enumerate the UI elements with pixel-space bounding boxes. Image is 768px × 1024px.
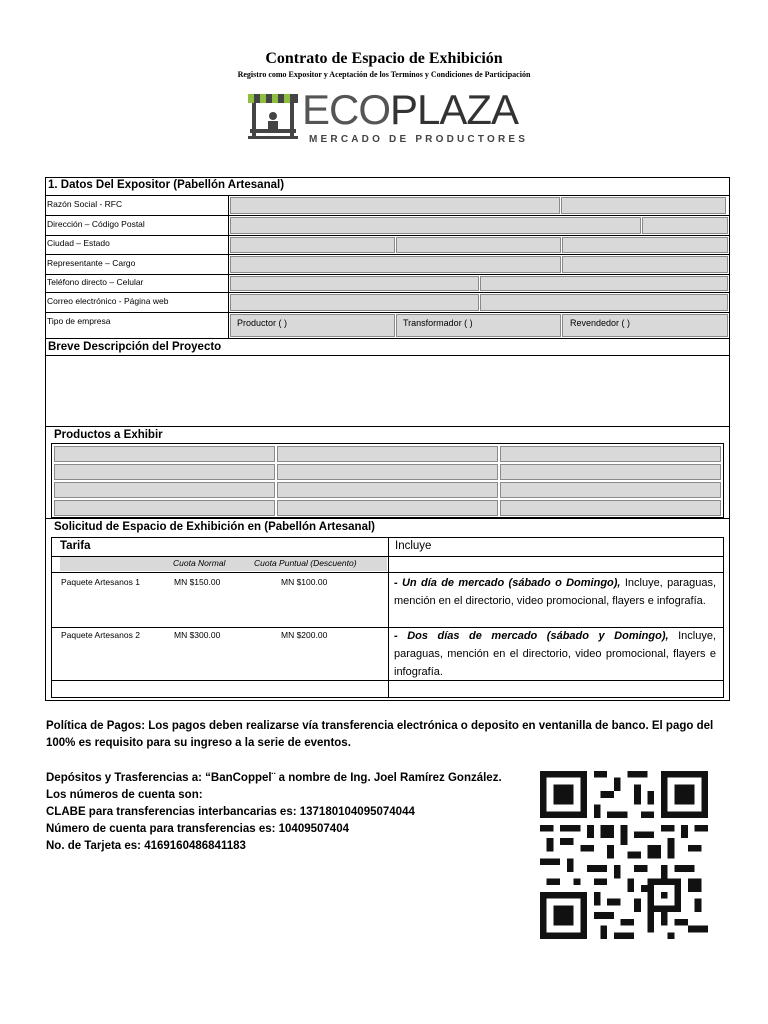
payment-line-2: Los números de cuenta son: — [46, 789, 203, 801]
package-1-name: Paquete Artesanos 1 — [61, 577, 140, 587]
product-cell[interactable] — [500, 482, 721, 498]
page-subtitle: Registro como Expositor y Aceptación de los Terminos y Condiciones de Participación — [237, 70, 531, 79]
package-2-incluye-em: - Dos días de mercado (sábado y Domingo), — [394, 630, 669, 642]
product-cell[interactable] — [54, 500, 275, 516]
product-cell[interactable] — [277, 482, 498, 498]
product-cell[interactable] — [54, 464, 275, 480]
product-cell[interactable] — [277, 446, 498, 462]
label-ciudad: Ciudad – Estado — [47, 238, 110, 248]
section4-heading: Solicitud de Espacio de Exhibición en (Pabellón Artesanal) — [54, 521, 376, 533]
option-revendedor-label: Revendedor ( ) — [570, 318, 631, 328]
label-razon-social: Razón Social - RFC — [47, 199, 123, 209]
package-1-puntual: MN $100.00 — [281, 577, 328, 587]
package-1-incluye-rest: Incluye, paraguas, mención en el directorio, video promocional, flayers e infografía. — [394, 577, 716, 607]
package-1-incluye-em: - Un día de mercado (sábado o Domingo), — [394, 577, 621, 589]
product-cell[interactable] — [500, 464, 721, 480]
label-correo: Correo electrónico - Página web — [47, 296, 169, 306]
package-1-incluye — [394, 574, 716, 610]
label-direccion: Dirección – Código Postal — [47, 219, 145, 229]
market-stall-icon — [246, 92, 300, 142]
package-2-incluye — [394, 627, 716, 681]
product-cell[interactable] — [500, 500, 721, 516]
page-title: Contrato de Espacio de Exhibición — [265, 50, 503, 67]
input-celular[interactable] — [480, 276, 728, 291]
input-codigo-postal[interactable] — [642, 217, 728, 234]
section3-heading: Productos a Exhibir — [54, 429, 163, 441]
package-1-normal: MN $150.00 — [174, 577, 221, 587]
input-estado-extra[interactable] — [562, 237, 728, 253]
input-telefono[interactable] — [230, 276, 479, 291]
input-ciudad[interactable] — [230, 237, 395, 253]
payment-line-5: No. de Tarjeta es: 4169160486841183 — [46, 840, 246, 852]
logo-plaza: PLAZA — [390, 86, 519, 133]
input-rfc[interactable] — [561, 197, 726, 214]
input-correo[interactable] — [230, 294, 479, 311]
option-transformador-label: Transformador ( ) — [403, 318, 473, 328]
label-tipo-empresa: Tipo de empresa — [47, 316, 111, 326]
product-cell[interactable] — [54, 482, 275, 498]
product-cell[interactable] — [500, 446, 721, 462]
logo-wordmark — [302, 86, 518, 134]
option-productor-label: Productor ( ) — [237, 318, 288, 328]
label-telefono: Teléfono directo – Celular — [47, 277, 144, 287]
input-direccion[interactable] — [230, 217, 641, 234]
sub-cuota-puntual: Cuota Puntual (Descuento) — [254, 558, 357, 568]
project-description-area[interactable] — [46, 356, 729, 426]
input-pagina-web[interactable] — [480, 294, 728, 311]
logo-eco: ECO — [302, 86, 391, 133]
section2-heading: Breve Descripción del Proyecto — [48, 341, 222, 353]
payment-line-3: CLABE para transferencias interbancarias es: 137180104095074044 — [46, 806, 415, 818]
input-estado[interactable] — [396, 237, 561, 253]
label-representante: Representante – Cargo — [47, 258, 136, 268]
sub-cuota-normal: Cuota Normal — [173, 558, 226, 568]
input-razon-social[interactable] — [230, 197, 560, 214]
section1-heading: 1. Datos Del Expositor (Pabellón Artesanal) — [48, 179, 285, 191]
logo-tagline: MERCADO DE PRODUCTORES — [309, 134, 529, 145]
input-cargo[interactable] — [562, 256, 728, 273]
product-cell[interactable] — [54, 446, 275, 462]
payment-line-1: Depósitos y Trasferencias a: “BanCoppel¨ a nombre de Ing. Joel Ramírez González. — [46, 772, 502, 784]
col-incluye: Incluye — [395, 540, 432, 552]
package-2-incluye-rest: Incluye, paraguas, mención en el directorio, video promocional, flayers e infografía. — [394, 630, 716, 678]
payment-line-4: Número de cuenta para transferencias es: 10409507404 — [46, 823, 349, 835]
product-cell[interactable] — [277, 464, 498, 480]
package-2-puntual: MN $200.00 — [281, 630, 328, 640]
col-tarifa: Tarifa — [60, 540, 91, 552]
payment-policy: Política de Pagos: Los pagos deben realizarse vía transferencia electrónica o deposito en ventanilla de banco. El pago del 100% es requisito para su ingreso a la serie de eventos. — [46, 720, 714, 749]
input-representante[interactable] — [230, 256, 561, 273]
package-2-name: Paquete Artesanos 2 — [61, 630, 140, 640]
package-2-normal: MN $300.00 — [174, 630, 221, 640]
product-cell[interactable] — [277, 500, 498, 516]
qr-code-icon[interactable] — [540, 768, 708, 942]
